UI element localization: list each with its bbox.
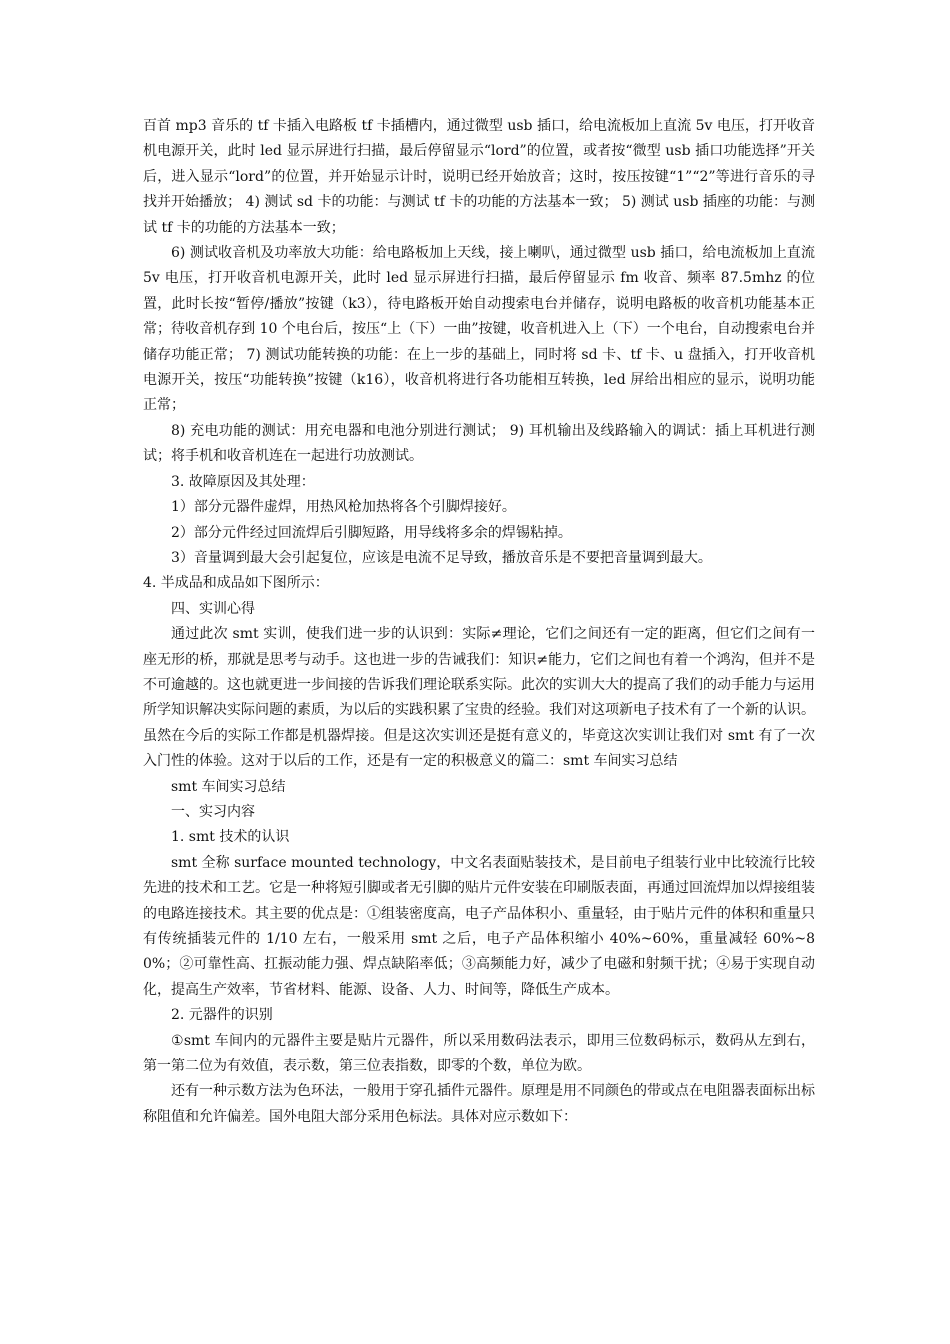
fault-item-3: 3）音量调到最大会引起复位，应该是电流不足导致，播放音乐是不要把音量调到最大。	[171, 549, 712, 566]
paragraph-reflection: 通过此次 smt 实训，使我们进一步的认识到：实际≠理论，它们之间还有一定的距离，但它们之间有一座无形的桥，那就是思考与动手。这也进一步的告诫我们：知识≠能力，它们之间也有着一个鸿沟，但并不是不可逾越的。这也就更进一步间接的告诉我们理论联系实际。此次的实训大大的提高了我们的动手能力与运用所学知识解决实际问题的素质，为以后的实践积累了宝贵的经验。我们对这项新电子技术有了一个新的认识。虽然在今后的实际工作都是机器焊接。但是这次实训还是挺有意义的，毕竟这次实训让我们对 smt 有了一次入门性的体验。这对于以后的工作，还是有一定的积极意义的篇二：smt 车间实习总结	[143, 626, 815, 770]
section-products-heading: 4. 半成品和成品如下图所示：	[143, 575, 329, 592]
fault-item-1: 1）部分元器件虚焊，用热风枪加热将各个引脚焊接好。	[171, 499, 516, 516]
paragraph-smt-intro: smt 全称 surface mounted technology，中文名表面贴装技术，是目前电子组装行业中比较流行比较先进的技术和工艺。它是一种将短引脚或者无引脚的贴片元件安装在印刷版表面，再通过回流焊加以焊接组装的电路连接技术。其主要的优点是：①组装密度高，电子产品体积小、重量轻，由于贴片元件的体积和重量只有传统插装元件的 1/10 左右，一般采用 smt 之后，电子产品体积缩小 40%~60%，重量减轻 60%~80%；②可靠性高、扛振动能力强、焊点缺陷率低；③高频能力好，减少了电磁和射频干扰；④易于实现自动化，提高生产效率，节省材料、能源、设备、人力、时间等，降低生产成本。	[143, 854, 815, 998]
section-fault-heading: 3. 故障原因及其处理：	[171, 473, 315, 490]
document-page	[143, 114, 815, 1130]
section-components-heading: 2. 元器件的识别	[171, 1007, 273, 1024]
section-reflection-heading: 四、实训心得	[171, 600, 255, 617]
paragraph-color-code: 还有一种示数方法为色环法，一般用于穿孔插件元器件。原理是用不同颜色的带或点在电阻器表面标出标称阻值和允许偏差。国外电阻大部分采用色标法。具体对应示数如下：	[143, 1083, 815, 1125]
section-smt-heading: 1. smt 技术的认识	[171, 829, 290, 846]
section-content-heading: 一、实习内容	[171, 803, 255, 820]
paragraph-radio-test: 6) 测试收音机及功率放大功能：给电路板加上天线，接上喇叭，通过微型 usb 插口，给电流板加上直流 5v 电压，打开收音机电源开关，此时 led 显示屏进行扫描，最后停留显示 fm 收音、频率 87.5mhz 的位置，此时长按“暂停/播放”按键（k3），待电路板开始自动搜索电台并储存，说明电路板的收音机功能基本正常；待收音机存到 10 个电台后，按压“上（下）一曲”按键，收音机进入上（下）一个电台，自动搜索电台并储存功能正常； 7) 测试功能转换的功能：在上一步的基础上，同时将 sd 卡、tf 卡、u 盘插入，打开收音机电源开关，按压“功能转换”按键（k16），收音机将进行各功能相互转换，led 屏给出相应的显示，说明功能正常；	[143, 245, 815, 414]
paragraph-components-code: ①smt 车间内的元器件主要是贴片元器件，所以采用数码法表示，即用三位数码标示，数码从左到右，第一第二位为有效值，表示数，第三位表指数，即零的个数，单位为欧。	[143, 1032, 815, 1075]
paragraph-mp3-test: 百首 mp3 音乐的 tf 卡插入电路板 tf 卡插槽内，通过微型 usb 插口，给电流板加上直流 5v 电压，打开收音机电源开关，此时 led 显示屏进行扫描，最后停留显示“lord”的位置，或者按“微型 usb 插口功能选择”开关后，进入显示“lord”的位置，并开始显示计时，说明已经开始放音；这时，按压按键“1”“2”等进行音乐的寻找并开始播放； 4) 测试 sd 卡的功能：与测试 tf 卡的功能的方法基本一致； 5) 测试 usb 插座的功能：与测试 tf 卡的功能的方法基本一致；	[143, 118, 815, 236]
document-subtitle: smt 车间实习总结	[171, 778, 286, 795]
paragraph-charge-test: 8) 充电功能的测试：用充电器和电池分别进行测试； 9) 耳机输出及线路输入的调试：插上耳机进行测试；将手机和收音机连在一起进行功放测试。	[143, 422, 815, 465]
fault-item-2: 2）部分元件经过回流焊后引脚短路，用导线将多余的焊锡粘掉。	[171, 524, 572, 541]
